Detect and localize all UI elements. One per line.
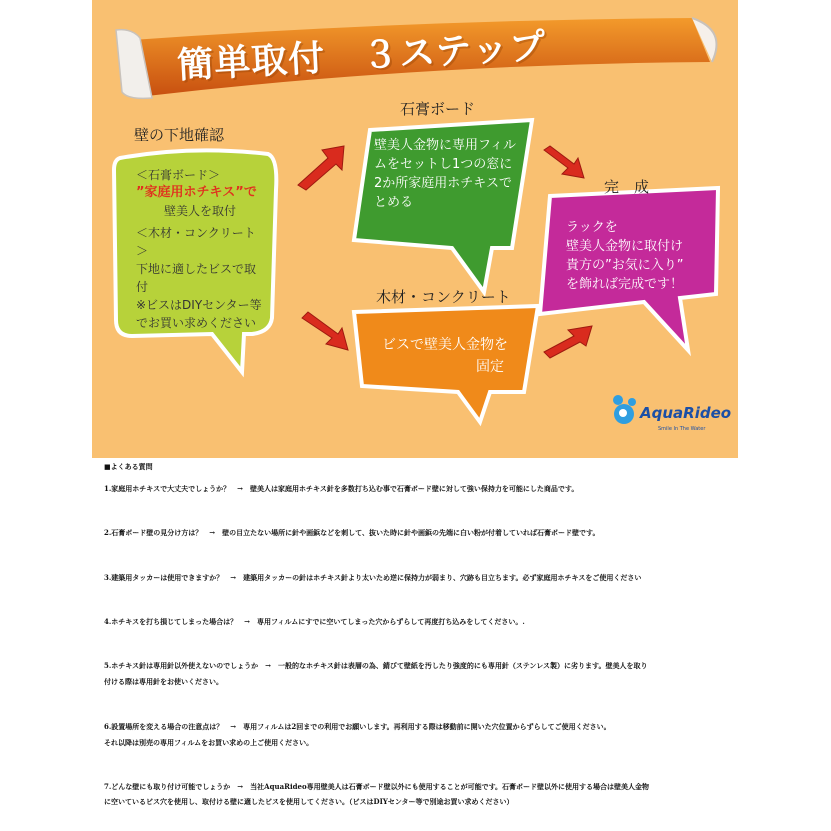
- step2a-line: とめる: [374, 195, 414, 210]
- logo-subtitle: Smile In The Water: [658, 426, 706, 432]
- step3-line: ラックを: [566, 220, 618, 235]
- wall-check-label: 壁の下地確認: [134, 126, 225, 144]
- faq-title: ■よくある質問: [104, 462, 153, 471]
- bubbles-icon: [610, 392, 640, 432]
- faq-line: 2.石膏ボード壁の見分け方は？ → 壁の目立たない場所に針や画鋲などを刺して、抜いた時に針や画鋲の先端に白い粉が付着していれば石膏ボード壁です。: [104, 528, 600, 537]
- aquarideo-logo: [610, 392, 732, 442]
- step1-line: ＜石膏ボード＞: [136, 168, 221, 182]
- step3-line: 貴方の”お気に入り”: [566, 258, 684, 273]
- banner-title: 簡単取付 ３ステップ: [176, 26, 548, 87]
- faq-line: 4.ホチキスを打ち損じてしまった場合は？ → 専用フィルムにすでに空いてしまった穴からずらして再度打ち込みをしてください。.: [104, 617, 525, 626]
- step1-line: ※ビスはDIYセンター等: [136, 298, 262, 312]
- step3-line: 壁美人金物に取付け: [566, 239, 684, 254]
- step1-line: 下地に適したビスで取付: [136, 262, 257, 294]
- faq-line: に空いているビス穴を使用し、取付ける壁に適したビスを使用してください。（ビスはDIYセンター等で別途お買い求めください）: [104, 797, 514, 806]
- done-label: 完 成: [604, 178, 650, 196]
- step2b-line: ビスで壁美人金物を: [382, 337, 508, 353]
- gypsum-board-label: 石膏ボード: [400, 100, 476, 118]
- step2a-line: 壁美人金物に専用フィル: [374, 138, 516, 153]
- step3-text: [566, 218, 683, 294]
- step2a-text: [374, 136, 516, 212]
- step2a-line: ムをセットし1つの窓に: [374, 157, 513, 172]
- step1-line: ＜木材・コンクリート＞: [136, 226, 256, 258]
- faq-line: 5.ホチキス針は専用針以外使えないのでしょうか → 一般的なホチキス針は表層の為、錆びて壁紙を汚したり強度的にも専用針（ステンレス製）に劣ります。壁美人を取り: [104, 661, 648, 670]
- faq-line: 1.家庭用ホチキスで大丈夫でしょうか？ → 壁美人は家庭用ホチキス針を多数打ち込む事で石膏ボード壁に対して強い保持力を可能にした商品です。: [104, 484, 579, 493]
- step1-line: 壁美人を取付: [164, 204, 237, 218]
- faq-line: 7.どんな壁にも取り付け可能でしょうか → 当社AquaRideo専用壁美人は石膏ボード壁以外にも使用することが可能です。石膏ボード壁以外に使用する場合は壁美人金物: [104, 782, 650, 791]
- faq-line: それ以降は別売の専用フィルムをお買い求めの上ご使用ください。: [104, 738, 314, 747]
- faq-line: 6.設置場所を変える場合の注意点は？ → 専用フィルムは2回までの利用でお願いします。再利用する際は移動前に開いた穴位置からずらしてご使用ください。: [104, 722, 611, 731]
- step1-line: でお買い求めください: [136, 316, 257, 330]
- logo-word: AquaRideo: [640, 404, 732, 422]
- step2b-text: [382, 334, 508, 378]
- wood-concrete-label: 木材・コンクリート: [376, 288, 511, 306]
- step2a-line: 2か所家庭用ホチキスで: [374, 176, 513, 191]
- step2b-line: 固定: [476, 359, 504, 375]
- hero-infographic: [92, 0, 738, 458]
- step1-text: [136, 166, 266, 332]
- faq-line: 3.建築用タッカーは使用できますか？ → 建築用タッカーの針はホチキス針より太いため逆に保持力が弱まり、穴跡も目立ちます。必ず家庭用ホチキスをご使用ください: [104, 573, 642, 582]
- step3-line: を飾れば完成です！: [566, 277, 684, 292]
- step1-line: ”家庭用ホチキス”で: [136, 185, 257, 200]
- faq-line: 付ける際は専用針をお使いください。: [104, 677, 223, 686]
